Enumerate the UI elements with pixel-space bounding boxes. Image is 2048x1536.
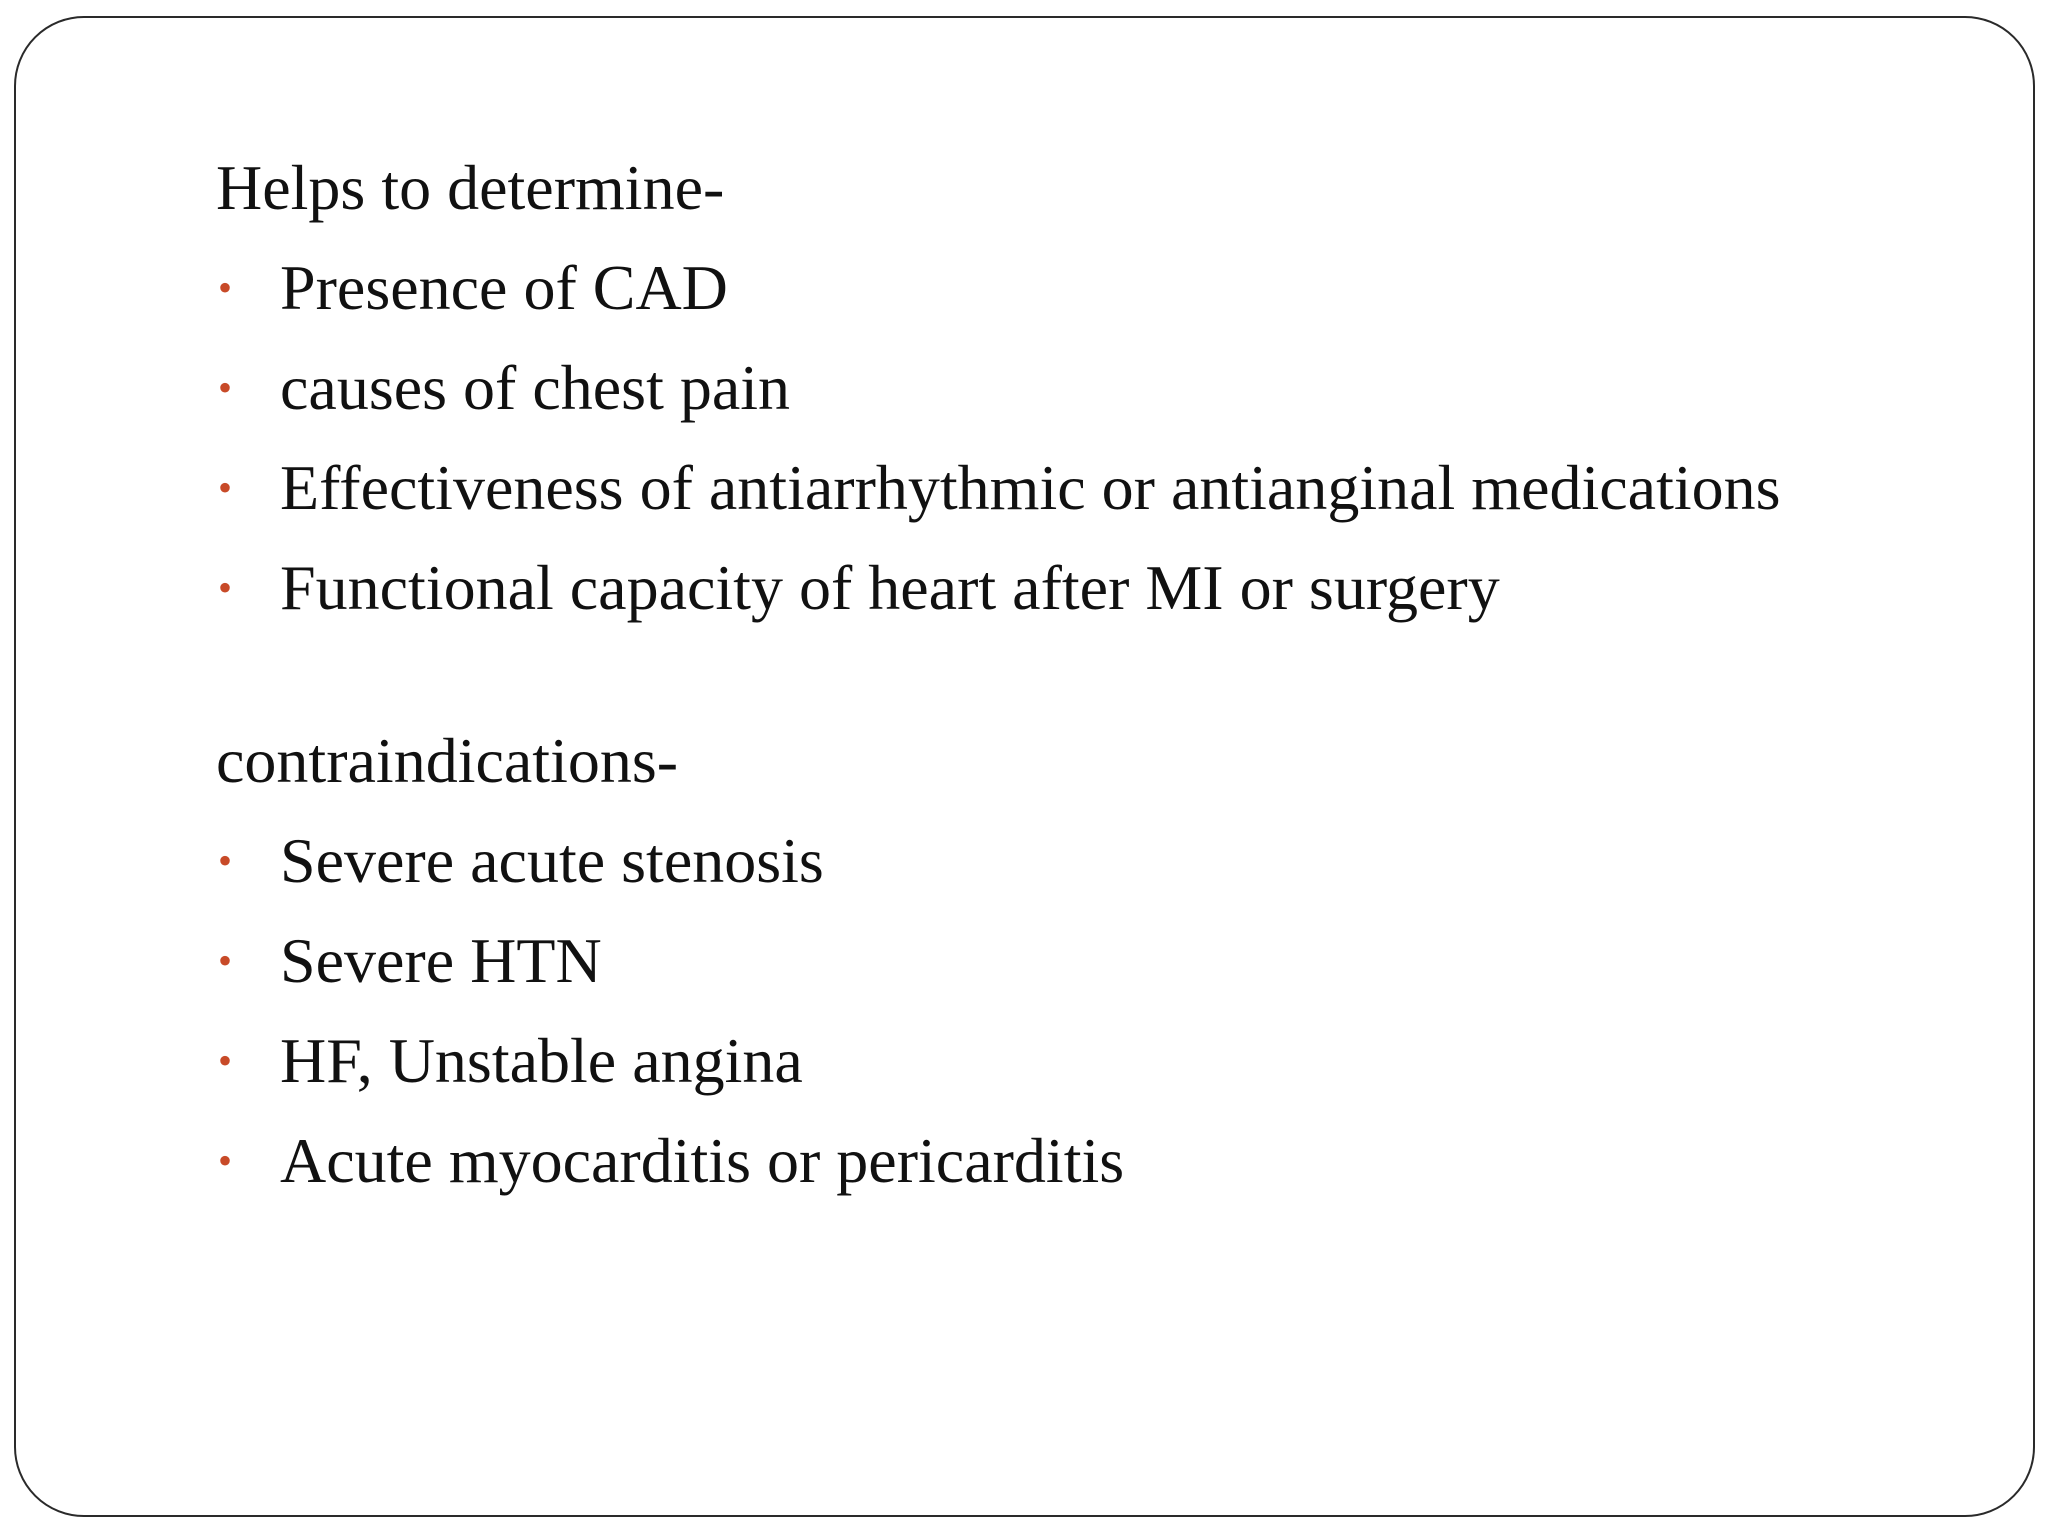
list-item-text: HF, Unstable angina xyxy=(280,1025,803,1096)
bullet-icon: • xyxy=(218,265,233,310)
bullet-icon: • xyxy=(218,565,233,610)
list-item xyxy=(216,921,1816,1001)
list-item xyxy=(216,1121,1816,1201)
contraindications-section xyxy=(216,721,1816,1201)
determine-section xyxy=(216,148,1816,628)
list-item-text: Acute myocarditis or pericarditis xyxy=(280,1125,1125,1196)
section-heading-contraindications: contraindications- xyxy=(216,725,679,796)
bullet-icon: • xyxy=(218,838,233,883)
slide-content xyxy=(216,148,1816,1201)
list-item xyxy=(216,821,1816,901)
list-item-text: Severe HTN xyxy=(280,925,602,996)
list-item xyxy=(216,1021,1816,1101)
list-item-text: Functional capacity of heart after MI or surgery xyxy=(280,552,1500,623)
bullet-icon: • xyxy=(218,365,233,410)
list-item-text: Severe acute stenosis xyxy=(280,825,824,896)
list-item-text: Presence of CAD xyxy=(280,252,728,323)
determine-list xyxy=(216,248,1816,628)
section-spacer xyxy=(216,628,1816,721)
bullet-icon: • xyxy=(218,465,233,510)
list-item xyxy=(216,548,1816,628)
list-item-text: causes of chest pain xyxy=(280,352,791,423)
section-heading-determine: Helps to determine- xyxy=(216,152,725,223)
bullet-icon: • xyxy=(218,1038,233,1083)
list-item xyxy=(216,448,1816,528)
list-item xyxy=(216,348,1816,428)
bullet-icon: • xyxy=(218,1138,233,1183)
slide-frame xyxy=(14,16,2035,1517)
bullet-icon: • xyxy=(218,938,233,983)
list-item xyxy=(216,248,1816,328)
list-item-text: Effectiveness of antiarrhythmic or antianginal medications xyxy=(280,452,1781,523)
contraindications-list xyxy=(216,821,1816,1201)
